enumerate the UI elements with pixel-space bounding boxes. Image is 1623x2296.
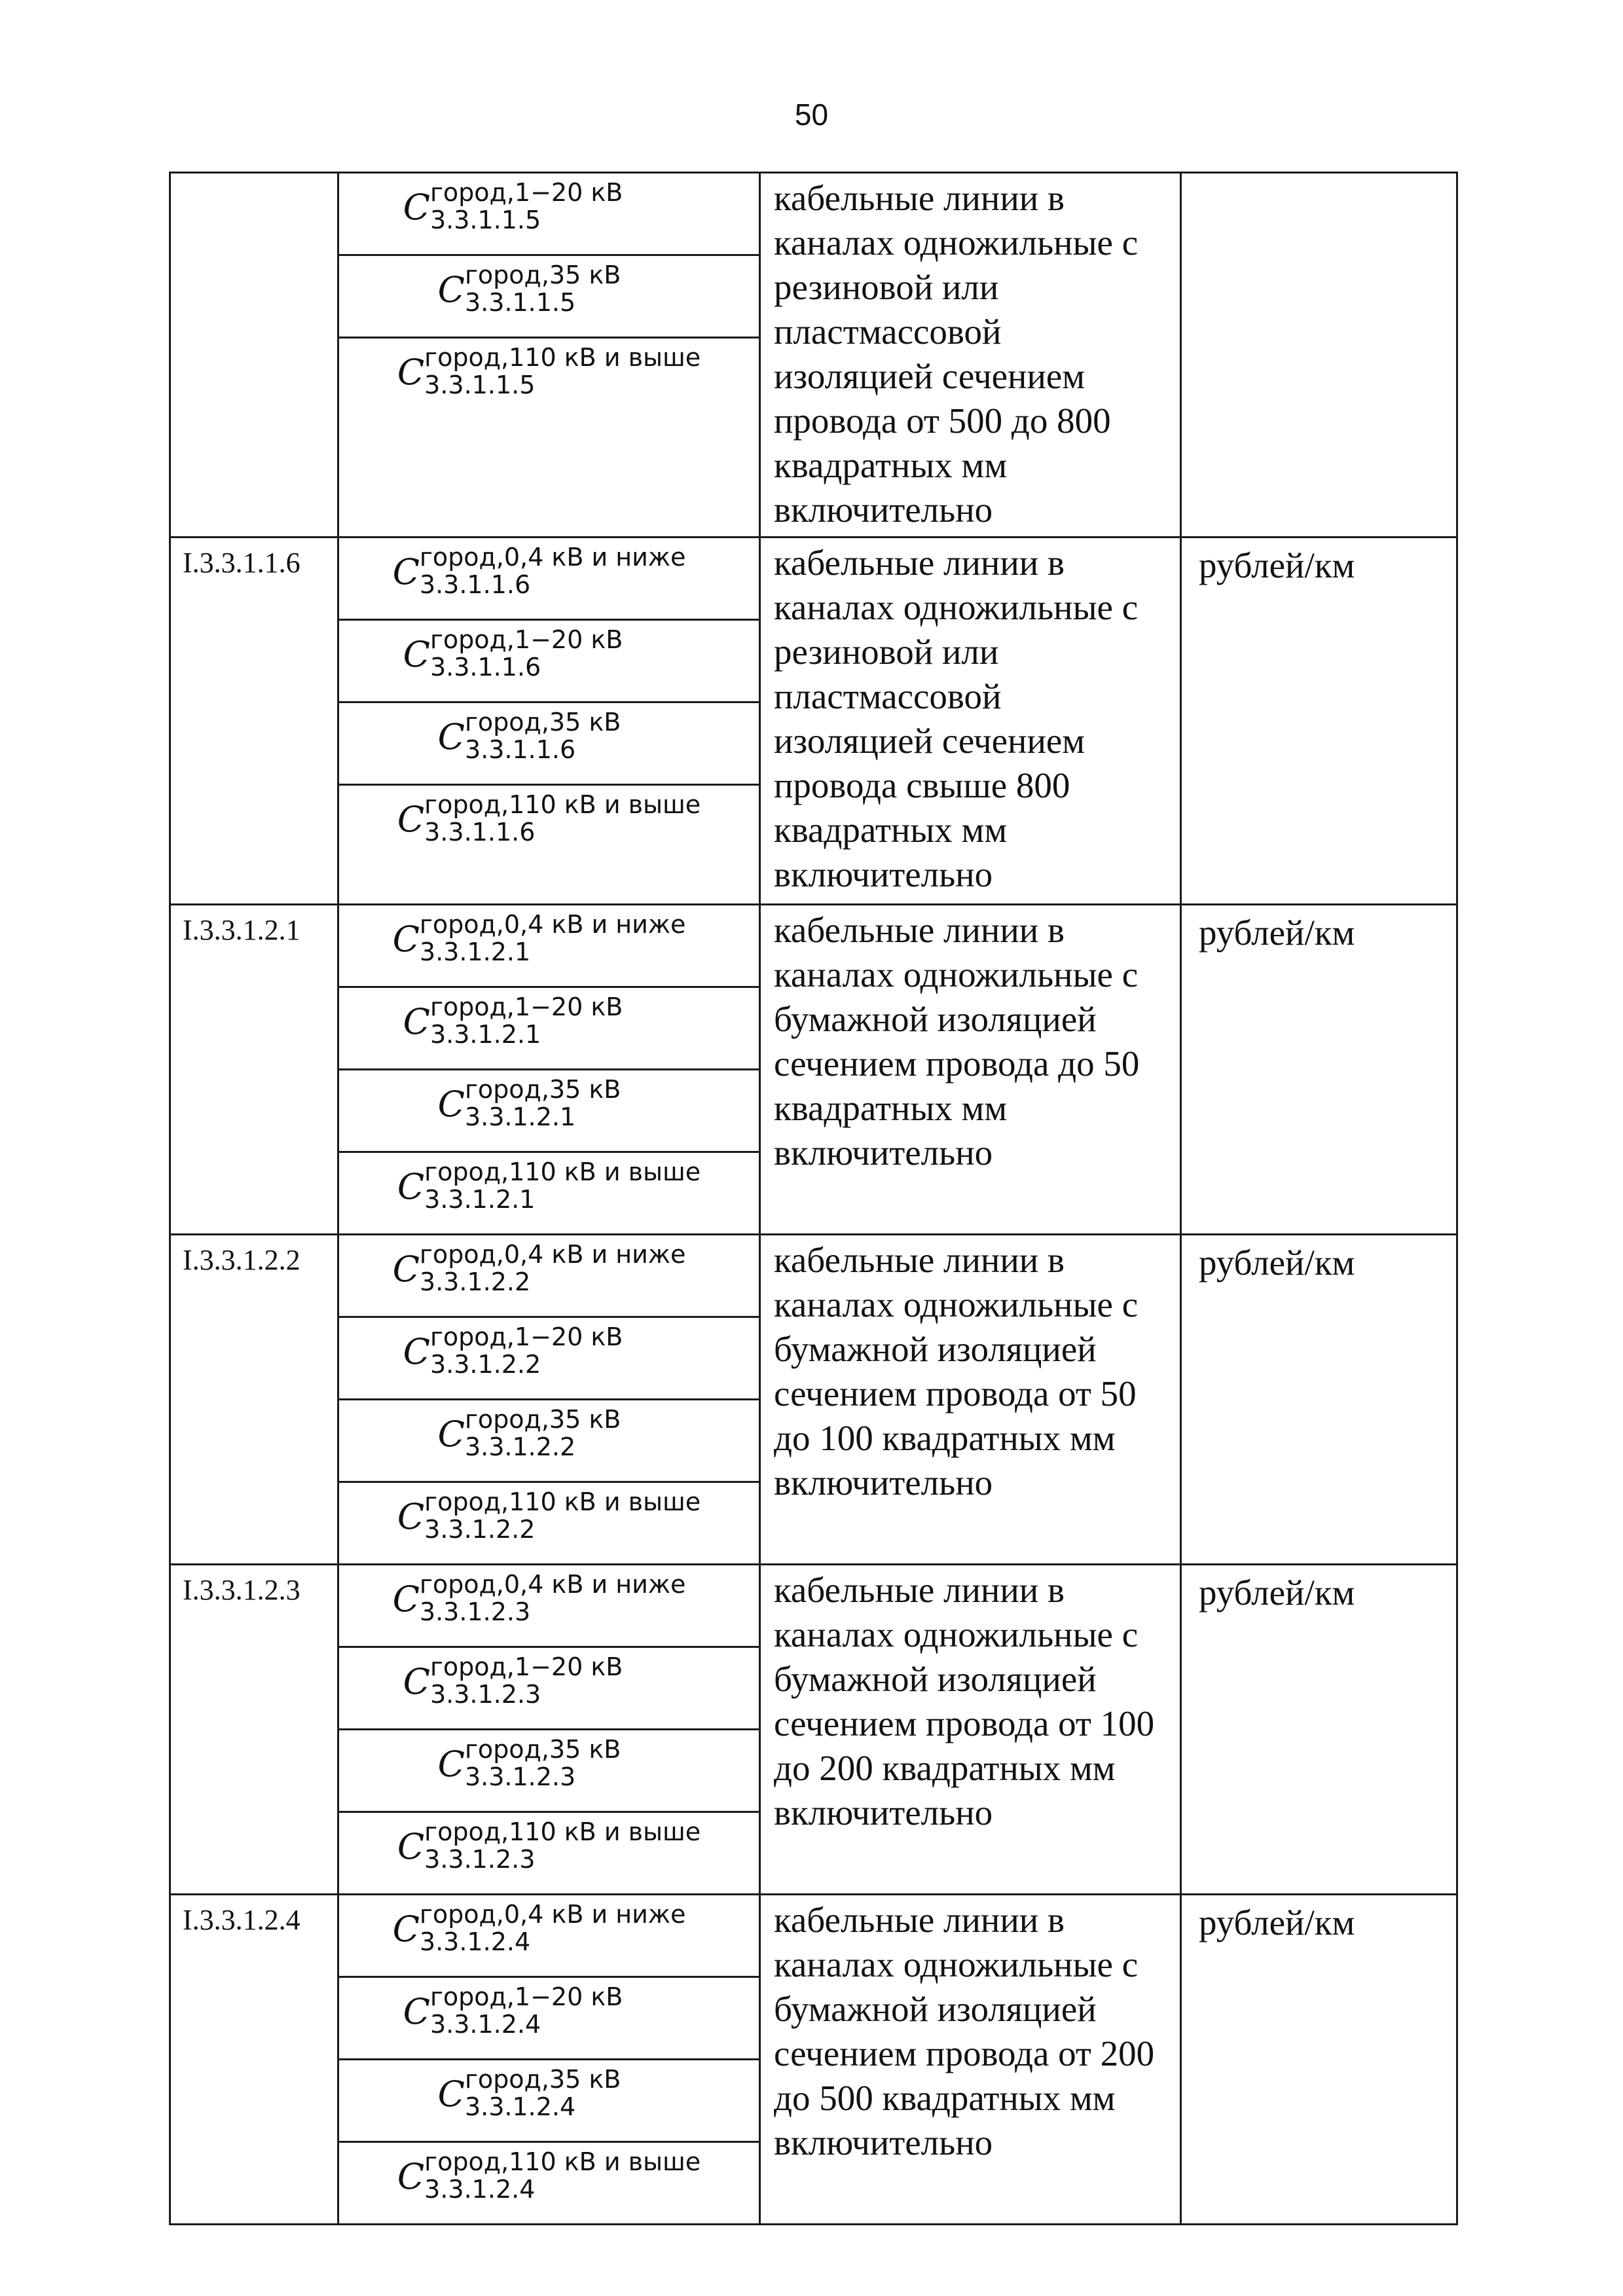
- symbol-subscript: 3.3.1.1.5: [464, 288, 576, 317]
- cost-symbol: [339, 2067, 759, 2119]
- symbol-letter: C: [392, 551, 420, 592]
- cost-symbol: [339, 1159, 759, 1212]
- cost-symbol: [339, 1489, 759, 1542]
- symbol-subscript: 3.3.1.2.1: [419, 938, 531, 966]
- symbol-subscript: 3.3.1.1.6: [464, 735, 576, 764]
- cost-symbol-cell: [338, 987, 760, 1070]
- symbol-subscript: 3.3.1.1.5: [424, 371, 536, 399]
- cost-symbol-cell: [338, 1730, 760, 1812]
- symbol-letter: C: [397, 2156, 425, 2197]
- cost-symbol: [339, 710, 759, 762]
- symbol-superscript: город,1−20 кВ: [429, 1322, 623, 1351]
- symbol-subscript: 3.3.1.1.6: [424, 818, 536, 847]
- symbol-superscript: город,0,4 кВ и ниже: [419, 543, 686, 572]
- cost-symbol-cell: [338, 1565, 760, 1647]
- symbol-letter: C: [403, 1001, 430, 1042]
- cost-symbol-cell: [338, 1400, 760, 1482]
- cost-symbol: [339, 1654, 759, 1707]
- symbol-superscript: город,110 кВ и выше: [424, 1157, 701, 1186]
- symbol-subscript: 3.3.1.2.2: [429, 1350, 541, 1379]
- symbol-subscript: 3.3.1.2.2: [419, 1267, 531, 1296]
- cost-symbol-cell: [338, 1152, 760, 1235]
- symbol-letter: C: [403, 1331, 430, 1372]
- cost-symbol-cell: [338, 702, 760, 785]
- symbol-subscript: 3.3.1.2.4: [464, 2092, 576, 2121]
- table-row: [170, 905, 1457, 987]
- tariff-table: [169, 172, 1458, 2225]
- row-unit: рублей/км: [1181, 1235, 1457, 1565]
- symbol-letter: C: [392, 1908, 420, 1950]
- symbol-subscript: 3.3.1.1.5: [429, 206, 541, 234]
- symbol-superscript: город,1−20 кВ: [429, 178, 623, 207]
- symbol-letter: C: [397, 1166, 425, 1207]
- symbol-superscript: город,0,4 кВ и ниже: [419, 1570, 686, 1599]
- table-row: [170, 173, 1457, 255]
- symbol-superscript: город,0,4 кВ и ниже: [419, 1240, 686, 1269]
- row-code: I.3.3.1.2.1: [170, 905, 338, 1235]
- cost-symbol: [339, 1984, 759, 2037]
- symbol-subscript: 3.3.1.2.4: [429, 2010, 541, 2039]
- symbol-subscript: 3.3.1.2.2: [424, 1515, 536, 1544]
- cost-symbol-cell: [338, 905, 760, 987]
- page-number: 50: [794, 98, 829, 132]
- symbol-letter: C: [397, 1496, 425, 1537]
- cost-symbol: [339, 1902, 759, 1954]
- symbol-superscript: город,35 кВ: [464, 2065, 621, 2094]
- symbol-subscript: 3.3.1.2.3: [424, 1845, 536, 1874]
- symbol-letter: C: [437, 1413, 465, 1455]
- cost-symbol: [339, 1407, 759, 1459]
- cost-symbol-cell: [338, 1977, 760, 2060]
- symbol-subscript: 3.3.1.2.4: [419, 1927, 531, 1956]
- symbol-superscript: город,35 кВ: [464, 708, 621, 737]
- symbol-subscript: 3.3.1.2.1: [464, 1102, 576, 1131]
- table-row: [170, 1235, 1457, 1317]
- cost-symbol-cell: [338, 255, 760, 338]
- table-row: [170, 1895, 1457, 1977]
- row-unit: рублей/км: [1181, 1565, 1457, 1895]
- cost-symbol: [339, 545, 759, 597]
- symbol-letter: C: [392, 919, 420, 960]
- symbol-superscript: город,35 кВ: [464, 1075, 621, 1104]
- symbol-letter: C: [403, 1661, 430, 1702]
- symbol-superscript: город,1−20 кВ: [429, 1982, 623, 2011]
- symbol-letter: C: [403, 634, 430, 675]
- cost-symbol-cell: [338, 173, 760, 255]
- cost-symbol-cell: [338, 2142, 760, 2225]
- row-code: I.3.3.1.2.4: [170, 1895, 338, 2225]
- row-unit: рублей/км: [1181, 905, 1457, 1235]
- cost-symbol: [339, 1077, 759, 1129]
- cost-symbol-cell: [338, 1070, 760, 1152]
- row-description: кабельные линии в каналах одножильные с бумажной изоляцией сечением провода от 100 до 200 квадратных мм включительно: [760, 1565, 1181, 1895]
- cost-symbol: [339, 994, 759, 1047]
- symbol-letter: C: [437, 1084, 465, 1125]
- cost-symbol-cell: [338, 1647, 760, 1730]
- symbol-subscript: 3.3.1.2.1: [424, 1185, 536, 1214]
- symbol-letter: C: [437, 2073, 465, 2115]
- cost-symbol: [339, 627, 759, 680]
- row-code: I.3.3.1.2.2: [170, 1235, 338, 1565]
- symbol-superscript: город,1−20 кВ: [429, 993, 623, 1021]
- row-unit: рублей/км: [1181, 1895, 1457, 2225]
- row-unit: рублей/км: [1181, 538, 1457, 905]
- symbol-letter: C: [403, 1991, 430, 2032]
- symbol-superscript: город,110 кВ и выше: [424, 790, 701, 819]
- cost-symbol: [339, 2149, 759, 2202]
- cost-symbol: [339, 345, 759, 397]
- symbol-superscript: город,35 кВ: [464, 261, 621, 289]
- symbol-letter: C: [392, 1578, 420, 1620]
- symbol-subscript: 3.3.1.2.4: [424, 2175, 536, 2204]
- symbol-superscript: город,110 кВ и выше: [424, 2147, 701, 2176]
- cost-symbol-cell: [338, 785, 760, 905]
- row-description: кабельные линии в каналах одножильные с бумажной изоляцией сечением провода от 50 до 100 квадратных мм включительно: [760, 1235, 1181, 1565]
- row-code: [170, 173, 338, 538]
- symbol-subscript: 3.3.1.2.3: [419, 1597, 531, 1626]
- cost-symbol: [339, 792, 759, 845]
- symbol-letter: C: [437, 716, 465, 757]
- symbol-letter: C: [397, 352, 425, 393]
- symbol-letter: C: [437, 1743, 465, 1785]
- cost-symbol-cell: [338, 1482, 760, 1565]
- cost-symbol-cell: [338, 2060, 760, 2142]
- symbol-superscript: город,0,4 кВ и ниже: [419, 910, 686, 939]
- cost-symbol: [339, 912, 759, 964]
- cost-symbol: [339, 1242, 759, 1294]
- row-description: кабельные линии в каналах одножильные с резиновой или пластмассовой изоляцией сечением провода от 500 до 800 квадратных мм включительно: [760, 173, 1181, 538]
- cost-symbol: [339, 1737, 759, 1789]
- cost-symbol: [339, 1819, 759, 1872]
- symbol-subscript: 3.3.1.2.3: [464, 1762, 576, 1791]
- symbol-letter: C: [397, 1826, 425, 1867]
- symbol-superscript: город,110 кВ и выше: [424, 343, 701, 372]
- cost-symbol-cell: [338, 1812, 760, 1895]
- row-description: кабельные линии в каналах одножильные с резиновой или пластмассовой изоляцией сечением провода свыше 800 квадратных мм включительно: [760, 538, 1181, 905]
- symbol-subscript: 3.3.1.2.2: [464, 1432, 576, 1461]
- row-unit: [1181, 173, 1457, 538]
- symbol-letter: C: [392, 1248, 420, 1290]
- symbol-superscript: город,35 кВ: [464, 1735, 621, 1764]
- table-row: [170, 538, 1457, 620]
- row-code: I.3.3.1.2.3: [170, 1565, 338, 1895]
- symbol-letter: C: [397, 799, 425, 840]
- table-row: [170, 1565, 1457, 1647]
- symbol-subscript: 3.3.1.1.6: [429, 653, 541, 682]
- symbol-superscript: город,110 кВ и выше: [424, 1487, 701, 1516]
- cost-symbol: [339, 180, 759, 232]
- cost-symbol-cell: [338, 1317, 760, 1400]
- symbol-superscript: город,0,4 кВ и ниже: [419, 1900, 686, 1929]
- cost-symbol-cell: [338, 538, 760, 620]
- cost-symbol: [339, 263, 759, 315]
- symbol-letter: C: [403, 187, 430, 228]
- symbol-subscript: 3.3.1.1.6: [419, 570, 531, 599]
- symbol-letter: C: [437, 269, 465, 310]
- symbol-superscript: город,1−20 кВ: [429, 625, 623, 654]
- cost-symbol: [339, 1324, 759, 1377]
- symbol-superscript: город,35 кВ: [464, 1405, 621, 1434]
- cost-symbol: [339, 1572, 759, 1624]
- cost-symbol-cell: [338, 620, 760, 702]
- row-description: кабельные линии в каналах одножильные с бумажной изоляцией сечением провода до 50 квадратных мм включительно: [760, 905, 1181, 1235]
- symbol-subscript: 3.3.1.2.3: [429, 1680, 541, 1709]
- cost-symbol-cell: [338, 1235, 760, 1317]
- row-code: I.3.3.1.1.6: [170, 538, 338, 905]
- symbol-superscript: город,1−20 кВ: [429, 1652, 623, 1681]
- symbol-superscript: город,110 кВ и выше: [424, 1817, 701, 1846]
- cost-symbol-cell: [338, 338, 760, 538]
- cost-symbol-cell: [338, 1895, 760, 1977]
- row-description: кабельные линии в каналах одножильные с бумажной изоляцией сечением провода от 200 до 500 квадратных мм включительно: [760, 1895, 1181, 2225]
- symbol-subscript: 3.3.1.2.1: [429, 1020, 541, 1049]
